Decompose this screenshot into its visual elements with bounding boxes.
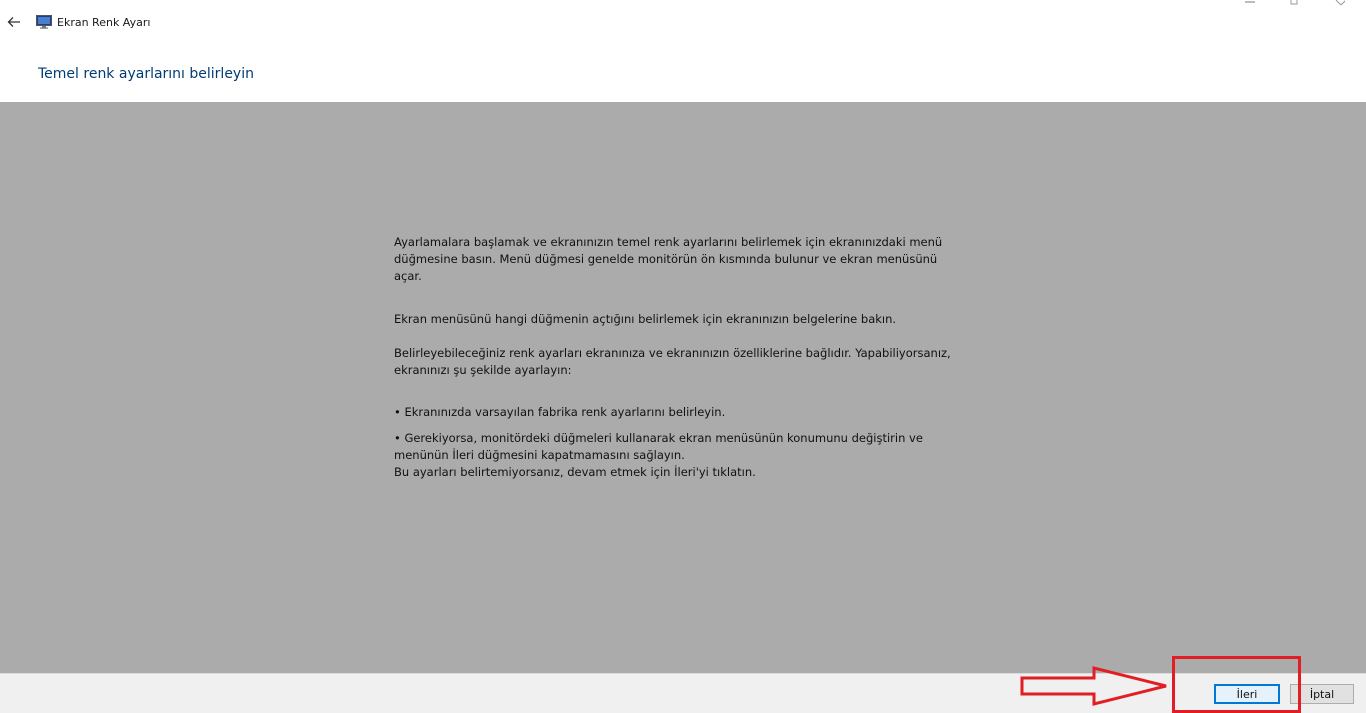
back-button[interactable] bbox=[4, 12, 24, 32]
restore-button[interactable] bbox=[1272, 0, 1316, 10]
restore-icon bbox=[1289, 0, 1299, 6]
instruction-bullet-1: • Ekranınızda varsayılan fabrika renk ayarlarını belirleyin. bbox=[394, 405, 726, 419]
instruction-paragraph-4: Bu ayarları belirtemiyorsanız, devam etmek için İleri'yi tıklatın. bbox=[394, 465, 756, 479]
close-button[interactable] bbox=[1318, 0, 1362, 10]
arrow-left-icon bbox=[7, 16, 21, 28]
instruction-paragraph-3: Belirleyebileceğiniz renk ayarları ekranınıza ve ekranınızın özelliklerine bağlıdır. Yapabiliyorsanız, ekranınızı şu şekilde ayarlayın: bbox=[394, 346, 951, 377]
button-bar bbox=[0, 673, 1366, 713]
window-title: Ekran Renk Ayarı bbox=[57, 16, 151, 29]
close-icon bbox=[1335, 0, 1345, 6]
minimize-icon bbox=[1245, 0, 1255, 6]
minimize-button[interactable] bbox=[1228, 0, 1272, 10]
instruction-paragraph-2: Ekran menüsünü hangi düğmenin açtığını belirlemek için ekranınızın belgelerine bakın. bbox=[394, 312, 897, 326]
page-heading: Temel renk ayarlarını belirleyin bbox=[38, 66, 254, 82]
title-bar bbox=[0, 0, 1366, 44]
monitor-icon bbox=[36, 15, 52, 29]
cancel-button[interactable]: İptal bbox=[1290, 684, 1354, 704]
instructions-panel bbox=[0, 102, 1366, 673]
instruction-bullet-2: • Gerekiyorsa, monitördeki düğmeleri kullanarak ekran menüsünün konumunu değiştirin ve menünün İleri düğmesini kapatmamasını sağlayın. bbox=[394, 431, 923, 462]
next-button[interactable]: İleri bbox=[1214, 684, 1280, 704]
instruction-paragraph-1: Ayarlamalara başlamak ve ekranınızın temel renk ayarlarını belirlemek için ekranınızdaki menü düğmesine basın. Menü düğmesi genelde monitörün ön kısmında bulunur ve ekran menüsünü açar. bbox=[394, 235, 943, 283]
